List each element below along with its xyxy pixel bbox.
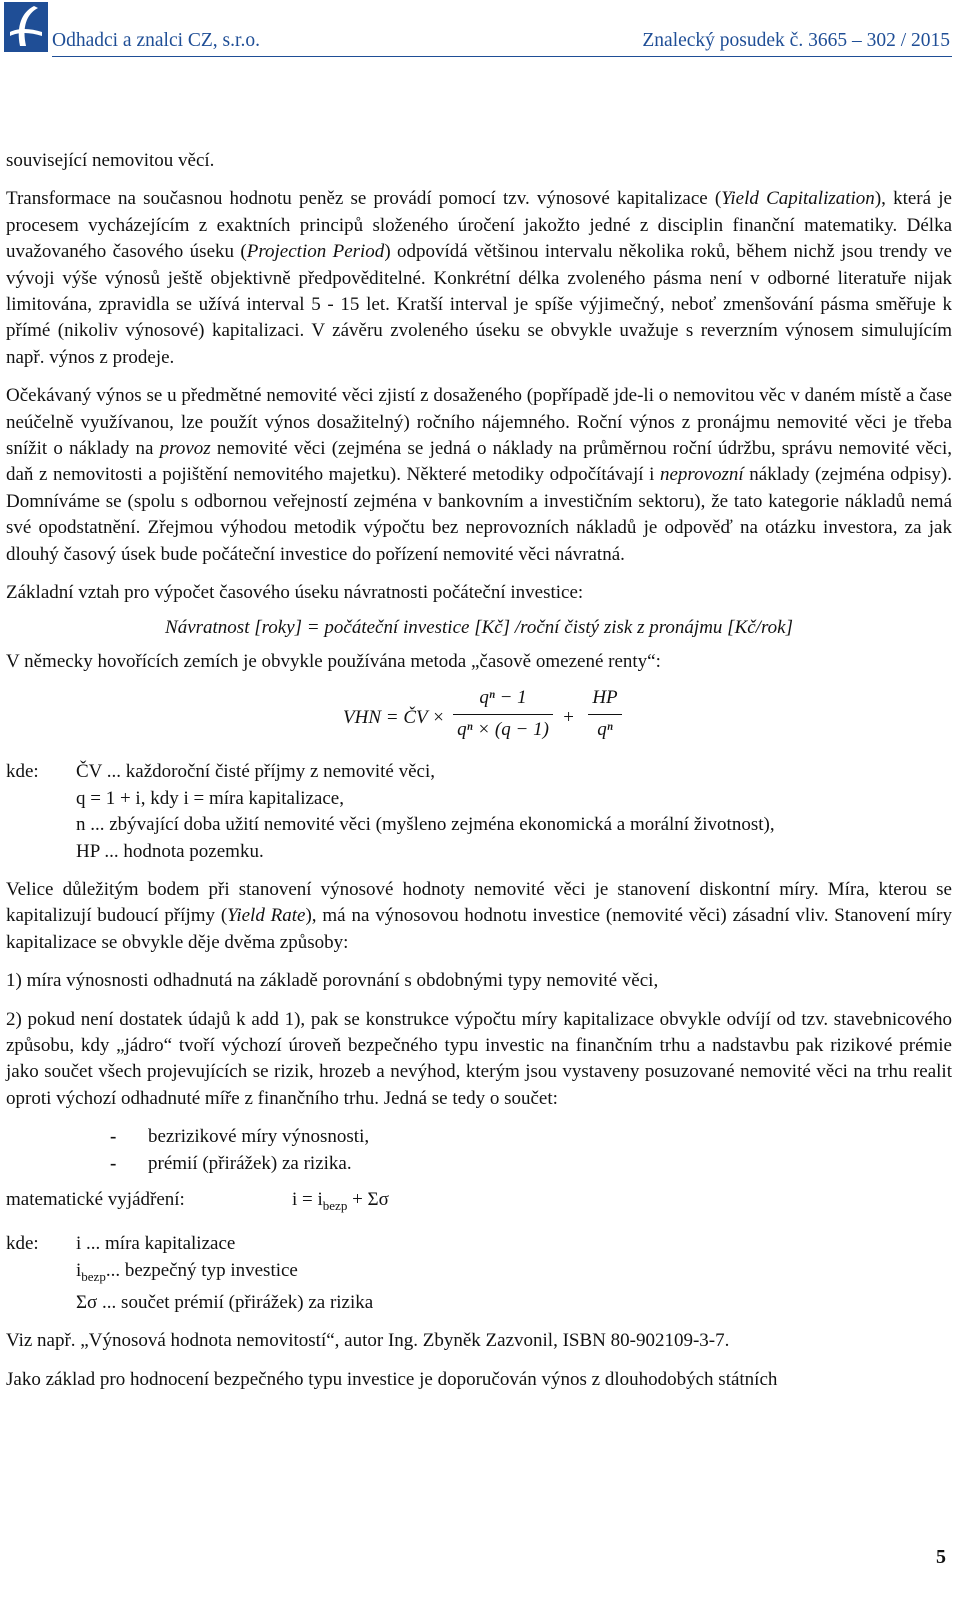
paragraph-method-2: 2) pokud není dostatek údajů k add 1), pak se konstrukce výpočtu míry kapitalizace obvykle odvíjí od tzv. stavebnicového způsobu, kdy „jádro“ tvoří výchozí úroveň bezpečného typu investic na finančním trhu a nadstavbu pak rizikové prémie jako součet všech projevujících se rizik, hrozeb a nevýhod, kterým jsou vystaveny posuzované nemovité věci na trhu realit oproti výchozí odhadnuté míře z finančního trhu. Jedná se tedy o součet: — [6, 1008, 952, 1109]
company-logo-icon — [4, 2, 48, 52]
legend-item: HP ... hodnota pozemku. — [76, 840, 264, 862]
legend-rate — [6, 1231, 952, 1316]
math-label: matematické vyjádření: — [6, 1189, 185, 1210]
page-number: 5 — [936, 1546, 946, 1568]
legend-item: ČV ... každoroční čisté příjmy z nemovité věci, — [76, 761, 435, 783]
company-name: Odhadci a znalci CZ, s.r.o. — [52, 30, 260, 51]
legend-item: $i_{bezp}$... bezpečný typ investice — [76, 1259, 298, 1284]
list-item: - bezrizikové míry výnosnosti, — [110, 1126, 370, 1148]
header-divider — [52, 56, 952, 57]
equation-plus: + — [562, 707, 575, 729]
legend-item: i ... míra kapitalizace — [76, 1233, 236, 1255]
paragraph-safe-investment: Jako základ pro hodnocení bezpečného typu investice je doporučován výnos z dlouhodobých státních — [6, 1368, 778, 1390]
paragraph-method-1: 1) míra výnosnosti odhadnutá na základě porovnání s obdobnými typy nemovité věci, — [6, 970, 659, 992]
legend-item: n ... zbývající doba užití nemovité věci (myšleno zejména ekonomická a morální životnost), — [76, 814, 775, 836]
paragraph-transformation: Transformace na současnou hodnotu peněz se provádí pomocí tzv. výnosové kapitalizace (Yield Capitalization), která je procesem vycházejícím z exaktních principů složeného úročení jakožto jedné z disciplin finanční matematiky. Délka uvažovaného časového úseku (Projection Period) odpovídá většinou intervalu několika roků, během nichž jsou trendy ve vývoji výše výnosů ještě objektivně předpověditelné. Konkrétní délka zvoleného pásma není v odborné literatuře nijak limitována, zpravidla se užívá interval 5 - 15 let. Kratší interval je spíše výjimečný, neboť zmenšování pásma směřuje k přímé (nikoliv výnosové) kapitalizaci. V závěru zvoleného úseku se obvykle uvažuje s reverzním výnosem simulujícím např. výnos z prodeje. — [6, 188, 952, 368]
paragraph-discount-rate: Velice důležitým bodem při stanovení výnosové hodnoty nemovité věci je stanovení diskontní míry. Míra, kterou se kapitalizují budoucí příjmy (Yield Rate), má na výnosovou hodnotu investice (nemovité věci) zásadní vliv. Stanovení míry kapitalizace se obvykle děje dvěma způsoby: — [6, 878, 952, 953]
fraction-annuity: qⁿ − 1 qⁿ × (q − 1) — [453, 685, 553, 743]
paragraph-basic-relation: Základní vztah pro výpočet časového úseku návratnosti počáteční investice: — [6, 582, 584, 604]
legend-vhn — [6, 759, 952, 865]
legend-label: kde: — [6, 761, 39, 783]
equation-vhn — [6, 685, 952, 753]
paragraph-continuation: související nemovitou věcí. — [6, 150, 215, 171]
paragraph-reference: Viz např. „Výnosová hodnota nemovitostí“, autor Ing. Zbyněk Zazvonil, ISBN 80-902109-3-7. — [6, 1330, 730, 1352]
list-item: - prémií (přirážek) za rizika. — [110, 1152, 352, 1174]
legend-item: Σσ ... součet prémií (přirážek) za rizika — [76, 1291, 374, 1313]
fraction-land: HP qⁿ — [588, 685, 622, 743]
formula-payback: Návratnost [roky] = počáteční investice [Kč] /roční čistý zisk z pronájmu [Kč/rok] — [165, 616, 793, 638]
equation-lhs: VHN = ČV × — [343, 707, 445, 729]
math-expression — [6, 1187, 952, 1219]
legend-item: q = 1 + i, kdy i = míra kapitalizace, — [76, 787, 344, 809]
legend-label: kde: — [6, 1233, 39, 1255]
math-formula: $i = i_{bezp} + \Sigma\sigma$ — [292, 1189, 389, 1213]
bullet-list — [6, 1124, 952, 1177]
paragraph-german-method: V německy hovořících zemích je obvykle používána metoda „časově omezené renty“: — [6, 650, 661, 672]
report-number: Znalecký posudek č. 3665 – 302 / 2015 — [642, 30, 950, 51]
page-header — [0, 0, 960, 60]
document-body — [6, 148, 952, 1393]
paragraph-expected-yield: Očekávaný výnos se u předmětné nemovité věci zjistí z dosaženého (popřípadě jde-li o nemovitou věc v daném místě a čase neúčelně využívanou, lze použít výnos dosažitelný) ročního nájemného. Roční výnos z pronájmu nemovité věci je třeba snížit o náklady na provoz nemovité věci (zejména se jedná o náklady na průměrnou roční údržbu, správu nemovité věci, daň z nemovitosti a pojištění nemovitého majetku). Některé metodiky odpočítávají i neprovozní náklady (zejména odpisy). Domníváme se (spolu s odbornou veřejností zejména v bankovním a investičním sektoru), že tato kategorie nákladů nemá své opodstatnění. Zřejmou výhodou metodik výpočtu bez neprovozních nákladů je odpověď na otázku investora, za jak dlouhý časový úsek bude počáteční investice do pořízení nemovité věci návratná. — [6, 385, 952, 565]
